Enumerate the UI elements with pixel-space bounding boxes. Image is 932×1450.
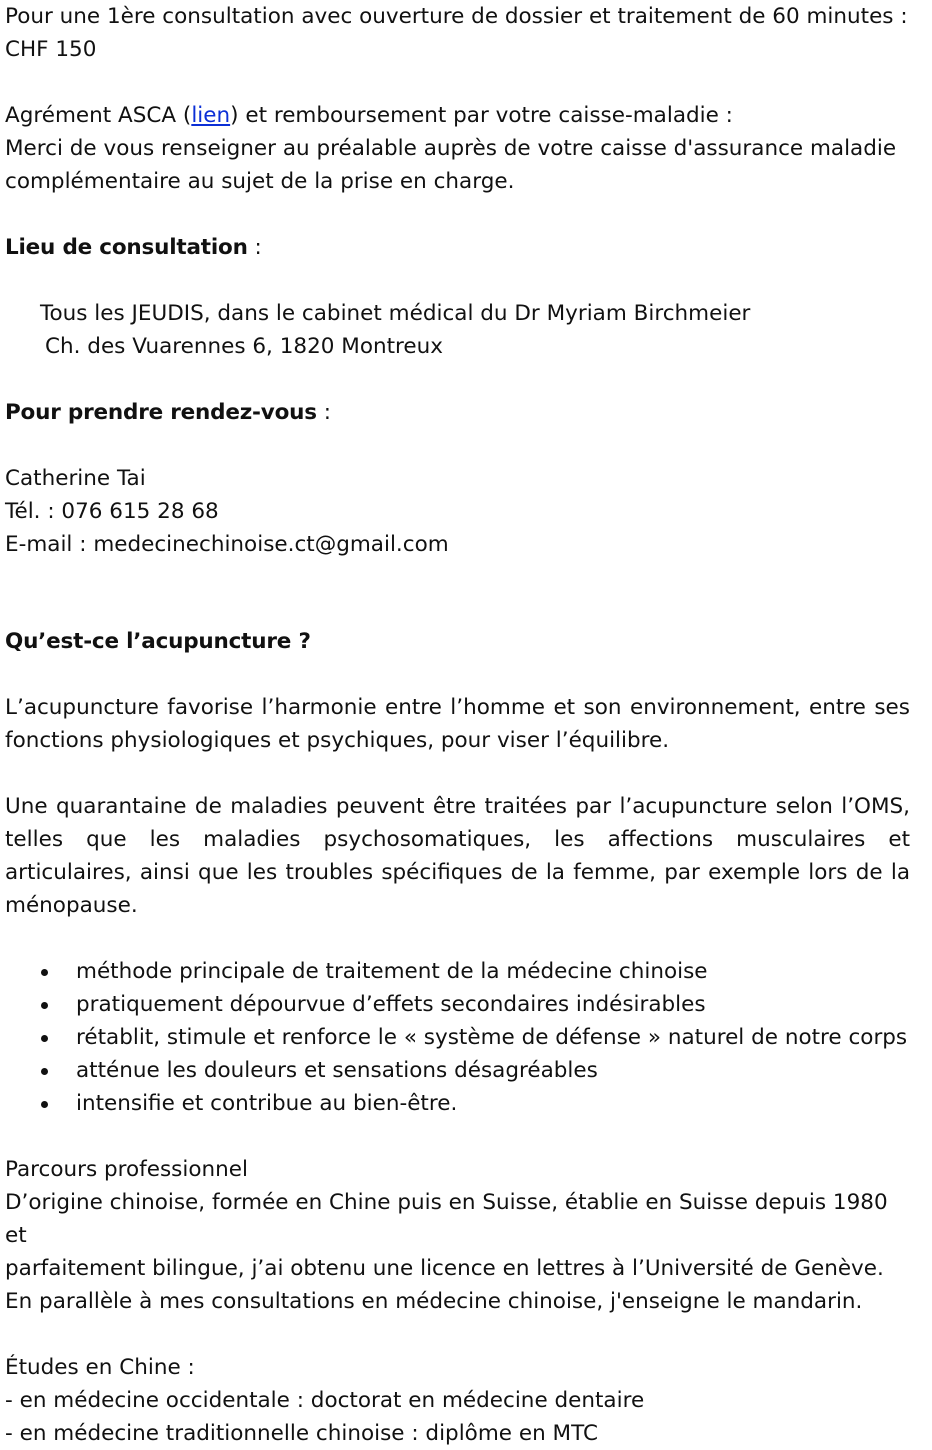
spacer: [5, 198, 910, 231]
location-address: Ch. des Vuarennes 6, 1820 Montreux: [45, 334, 443, 359]
list-item-text: atténue les douleurs et sensations désagréables: [76, 1058, 598, 1083]
appointment-heading: Pour prendre rendez-vous: [5, 400, 317, 425]
list-item: [5, 1021, 910, 1054]
location-heading-line: [5, 231, 910, 264]
contact-name: Catherine Tai: [5, 466, 146, 491]
bullet-icon: [41, 1035, 48, 1042]
career-line-1: D’origine chinoise, formée en Chine puis en Suisse, établie en Suisse depuis 1980 et: [5, 1190, 888, 1248]
career-line-3: En parallèle à mes consultations en médecine chinoise, j'enseigne le mandarin.: [5, 1289, 863, 1314]
spacer: [5, 922, 910, 955]
asca-suffix: ) et remboursement par votre caisse-maladie :: [230, 103, 733, 128]
list-item-text: intensifie et contribue au bien-être.: [76, 1091, 458, 1116]
studies-item: - en médecine occidentale : doctorat en médecine dentaire: [5, 1388, 645, 1413]
list-item: [5, 1054, 910, 1087]
spacer: [5, 1318, 910, 1351]
bullet-icon: [41, 1068, 48, 1075]
contact-phone: Tél. : 076 615 28 68: [5, 499, 219, 524]
location-heading-suffix: :: [247, 235, 262, 260]
asca-info-line-2: complémentaire au sujet de la prise en charge.: [5, 169, 515, 194]
location-schedule: Tous les JEUDIS, dans le cabinet médical du Dr Myriam Birchmeier: [40, 301, 751, 326]
bullet-icon: [41, 1002, 48, 1009]
acupuncture-paragraph-1: L’acupuncture favorise l’harmonie entre l’homme et son environnement, entre ses fonctions physiologiques et psychiques, pour viser l’équilibre.: [5, 695, 910, 753]
list-item-text: rétablit, stimule et renforce le « système de défense » naturel de notre corps: [76, 1025, 908, 1050]
acupuncture-paragraph-2: Une quarantaine de maladies peuvent être traitées par l’acupuncture selon l’OMS, telles que les maladies psychosomatiques, les affections musculaires et articulaires, ainsi que les troubles spécifiques de la femme, par exemple lors de la ménopause.: [5, 794, 910, 918]
asca-info-line: Merci de vous renseigner au préalable auprès de votre caisse d'assurance maladie: [5, 136, 897, 161]
asca-prefix: Agrément ASCA (: [5, 103, 192, 128]
contact-email: E-mail : medecinechinoise.ct@gmail.com: [5, 532, 449, 557]
pricing-line: Pour une 1ère consultation avec ouverture de dossier et traitement de 60 minutes :: [5, 4, 908, 29]
studies-heading: Études en Chine :: [5, 1355, 195, 1380]
spacer: [5, 757, 910, 790]
list-item: [5, 955, 910, 988]
career-heading: Parcours professionnel: [5, 1157, 248, 1182]
list-item: [5, 988, 910, 1021]
benefits-list: [5, 955, 910, 1120]
asca-link[interactable]: lien: [191, 103, 231, 128]
asca-line: [5, 99, 910, 132]
spacer: [5, 363, 910, 396]
bullet-icon: [41, 969, 48, 976]
studies-item: - en médecine traditionnelle chinoise : diplôme en MTC: [5, 1421, 598, 1446]
spacer: [5, 429, 910, 462]
acupuncture-heading: Qu’est-ce l’acupuncture ?: [5, 629, 311, 654]
list-item-text: pratiquement dépourvue d’effets secondaires indésirables: [76, 992, 706, 1017]
list-item-text: méthode principale de traitement de la médecine chinoise: [76, 959, 708, 984]
location-heading: Lieu de consultation: [5, 235, 248, 260]
spacer: [5, 1120, 910, 1153]
spacer: [5, 264, 910, 297]
pricing-amount: CHF 150: [5, 37, 97, 62]
list-item: [5, 1087, 910, 1120]
bullet-icon: [41, 1101, 48, 1108]
career-line-2: parfaitement bilingue, j’ai obtenu une licence en lettres à l’Université de Genève.: [5, 1256, 884, 1281]
spacer: [5, 66, 910, 99]
spacer: [5, 561, 910, 625]
appointment-heading-line: [5, 396, 910, 429]
appointment-heading-suffix: :: [316, 400, 331, 425]
spacer: [5, 658, 910, 691]
